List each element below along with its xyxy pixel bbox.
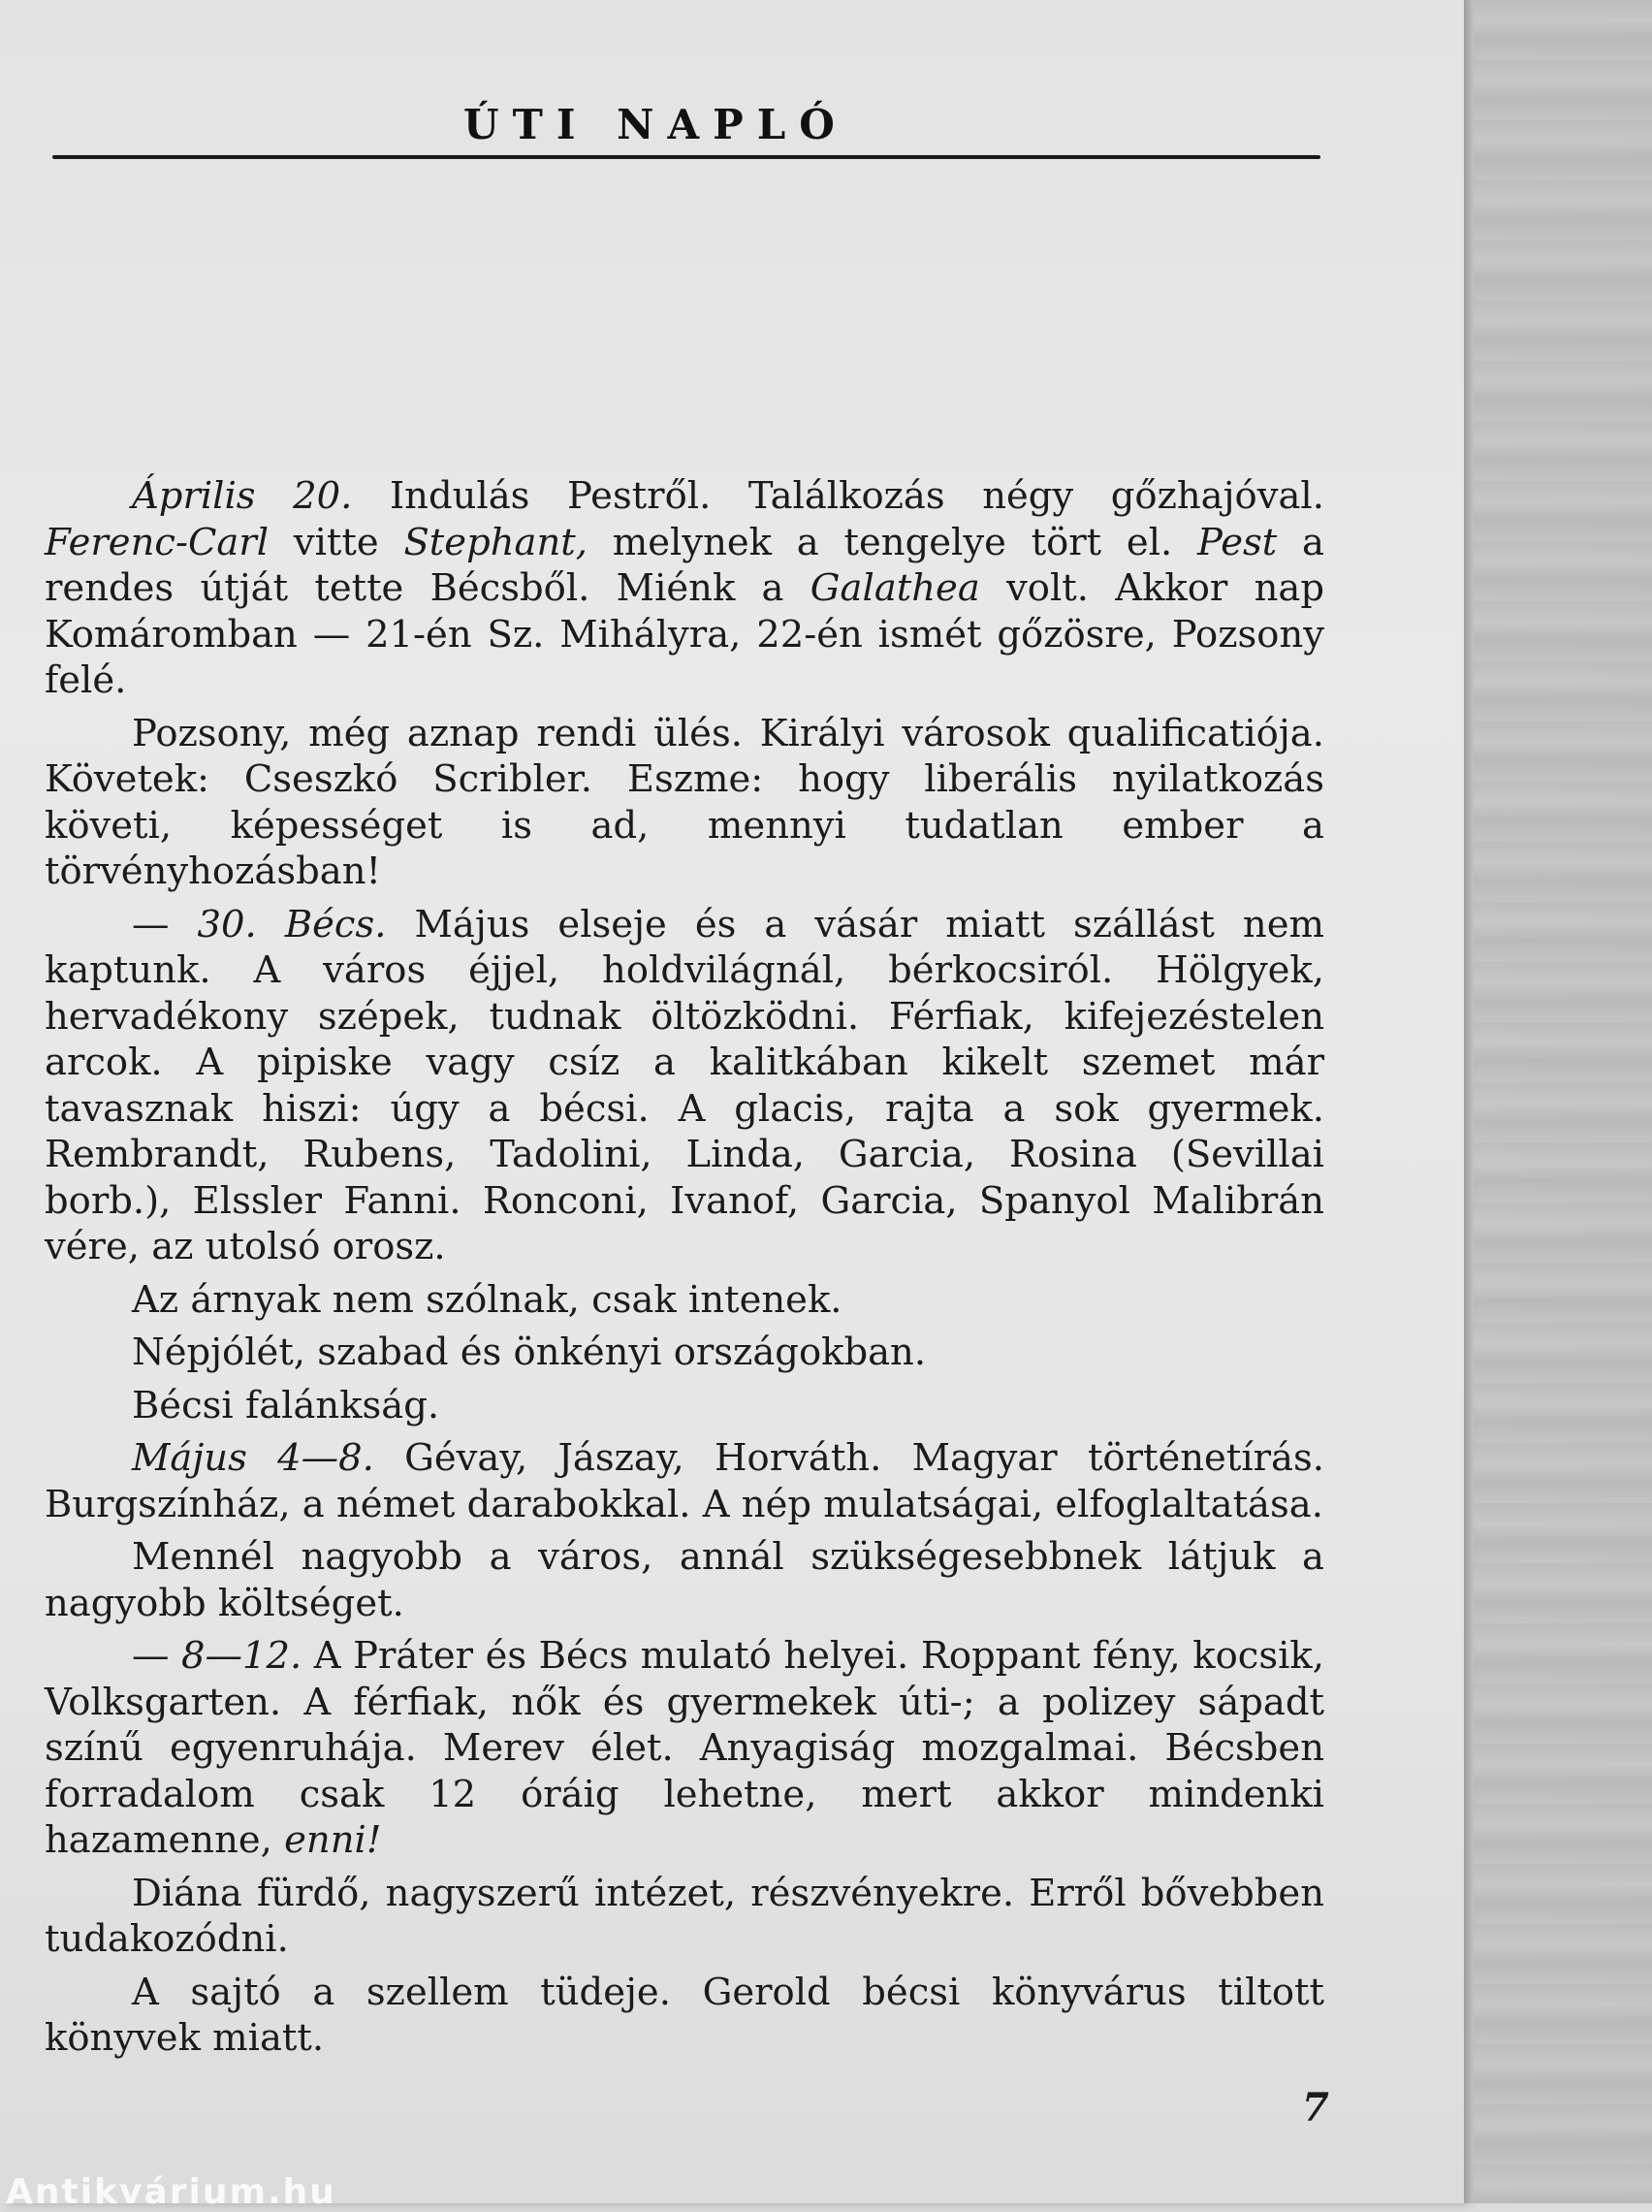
italic-text: enni! bbox=[284, 1818, 382, 1862]
watermark: Antikvárium.hu bbox=[6, 2172, 336, 2212]
text-run: Az árnyak nem szólnak, csak intenek. bbox=[132, 1277, 842, 1322]
text-run: Május elseje és a vásár miatt szállást nem kaptunk. A város éjjel, holdvilágnál, bérkocsiról. Hölgyek, hervadékony szépek, tudnak öltözködni. Férfiak, kifejezéstelen arcok. A pipiske vagy csíz a kalitkában kikelt szemet már tavasznak hiszi: úgy a bécsi. A glacis, rajta a sok gyermek. Rembrandt, Rubens, Tadolini, Linda, Garcia, Rosina (Sevillai borb.), Elssler Fanni. Ronconi, Ivanof, Garcia, Spanyol Malibrán vére, az utolsó orosz. bbox=[45, 902, 1324, 1268]
paragraph bbox=[45, 1871, 1324, 1963]
paragraph bbox=[45, 711, 1324, 895]
text-run: a rendes útját tette Bécsből. Miénk a bbox=[45, 520, 1324, 610]
paragraph bbox=[45, 1383, 1324, 1429]
text-run: Pozsony, még aznap rendi ülés. Királyi városok qualificatiója. Követek: Cseszkó Scribler. Eszme: hogy liberális nyilatkozás követi, képességet is ad, mennyi tudatlan ember a törvényhozásban! bbox=[45, 711, 1324, 893]
text-run: Gévay, Jászay, Horváth. Magyar történetírás. Burgszínház, a német darabokkal. A nép mulatságai, elfoglaltatása. bbox=[45, 1436, 1324, 1526]
text-run: Diána fürdő, nagyszerű intézet, részvényekre. Erről bővebben tudakozódni. bbox=[45, 1871, 1324, 1961]
text-run: Népjólét, szabad és önkényi országokban. bbox=[132, 1330, 927, 1374]
running-head: ÚTI NAPLÓ bbox=[463, 101, 848, 148]
text-run: volt. Akkor nap Komáromban — 21-én Sz. Mihályra, 22-én ismét gőzösre, Pozsony felé. bbox=[45, 566, 1324, 702]
header-rule bbox=[52, 155, 1320, 159]
text-run: A Práter és Bécs mulató helyei. Roppant fény, kocsik, Volksgarten. A férfiak, nők és gyermekek úti-; a polizey sápadt színű egyenruhája. Merev élet. Anyagiság mozgalmai. Bécsben forradalom csak 12 óráig lehetne, mert akkor mindenki hazamenne, bbox=[45, 1634, 1324, 1862]
text-run: vitte bbox=[269, 520, 404, 564]
book-gutter bbox=[1464, 0, 1652, 2203]
italic-text: 8—12. bbox=[181, 1634, 302, 1678]
italic-text: Stephant, bbox=[403, 520, 588, 564]
page-number: 7 bbox=[1302, 2085, 1329, 2131]
text-run: Indulás Pestről. Találkozás négy gőzhajóval. bbox=[352, 474, 1324, 518]
text-run: Mennél nagyobb a város, annál szükségesebbnek látjuk a nagyobb költséget. bbox=[45, 1535, 1324, 1625]
paragraph bbox=[45, 1633, 1324, 1864]
text-run: — bbox=[132, 1634, 182, 1678]
italic-text: Galathea bbox=[810, 566, 980, 610]
text-run: — bbox=[132, 902, 198, 946]
italic-text: Április 20. bbox=[132, 474, 353, 518]
paragraph bbox=[45, 1330, 1324, 1376]
paragraph bbox=[45, 1534, 1324, 1626]
paragraph bbox=[45, 902, 1324, 1270]
text-run: A sajtó a szellem tüdeje. Gerold bécsi könyvárus tiltott könyvek miatt. bbox=[45, 1970, 1324, 2060]
paragraph bbox=[45, 1970, 1324, 2062]
paragraph bbox=[45, 473, 1324, 704]
italic-text: Pest bbox=[1197, 520, 1278, 564]
text-run: melynek a tengelye tört el. bbox=[587, 520, 1198, 564]
italic-text: 30. Bécs. bbox=[197, 902, 387, 946]
paragraph bbox=[45, 1277, 1324, 1324]
italic-text: Ferenc-Carl bbox=[45, 520, 270, 564]
text-run: Bécsi falánkság. bbox=[132, 1383, 440, 1427]
body-text bbox=[45, 473, 1324, 2068]
italic-text: Május 4—8. bbox=[132, 1436, 374, 1480]
paragraph bbox=[45, 1435, 1324, 1527]
